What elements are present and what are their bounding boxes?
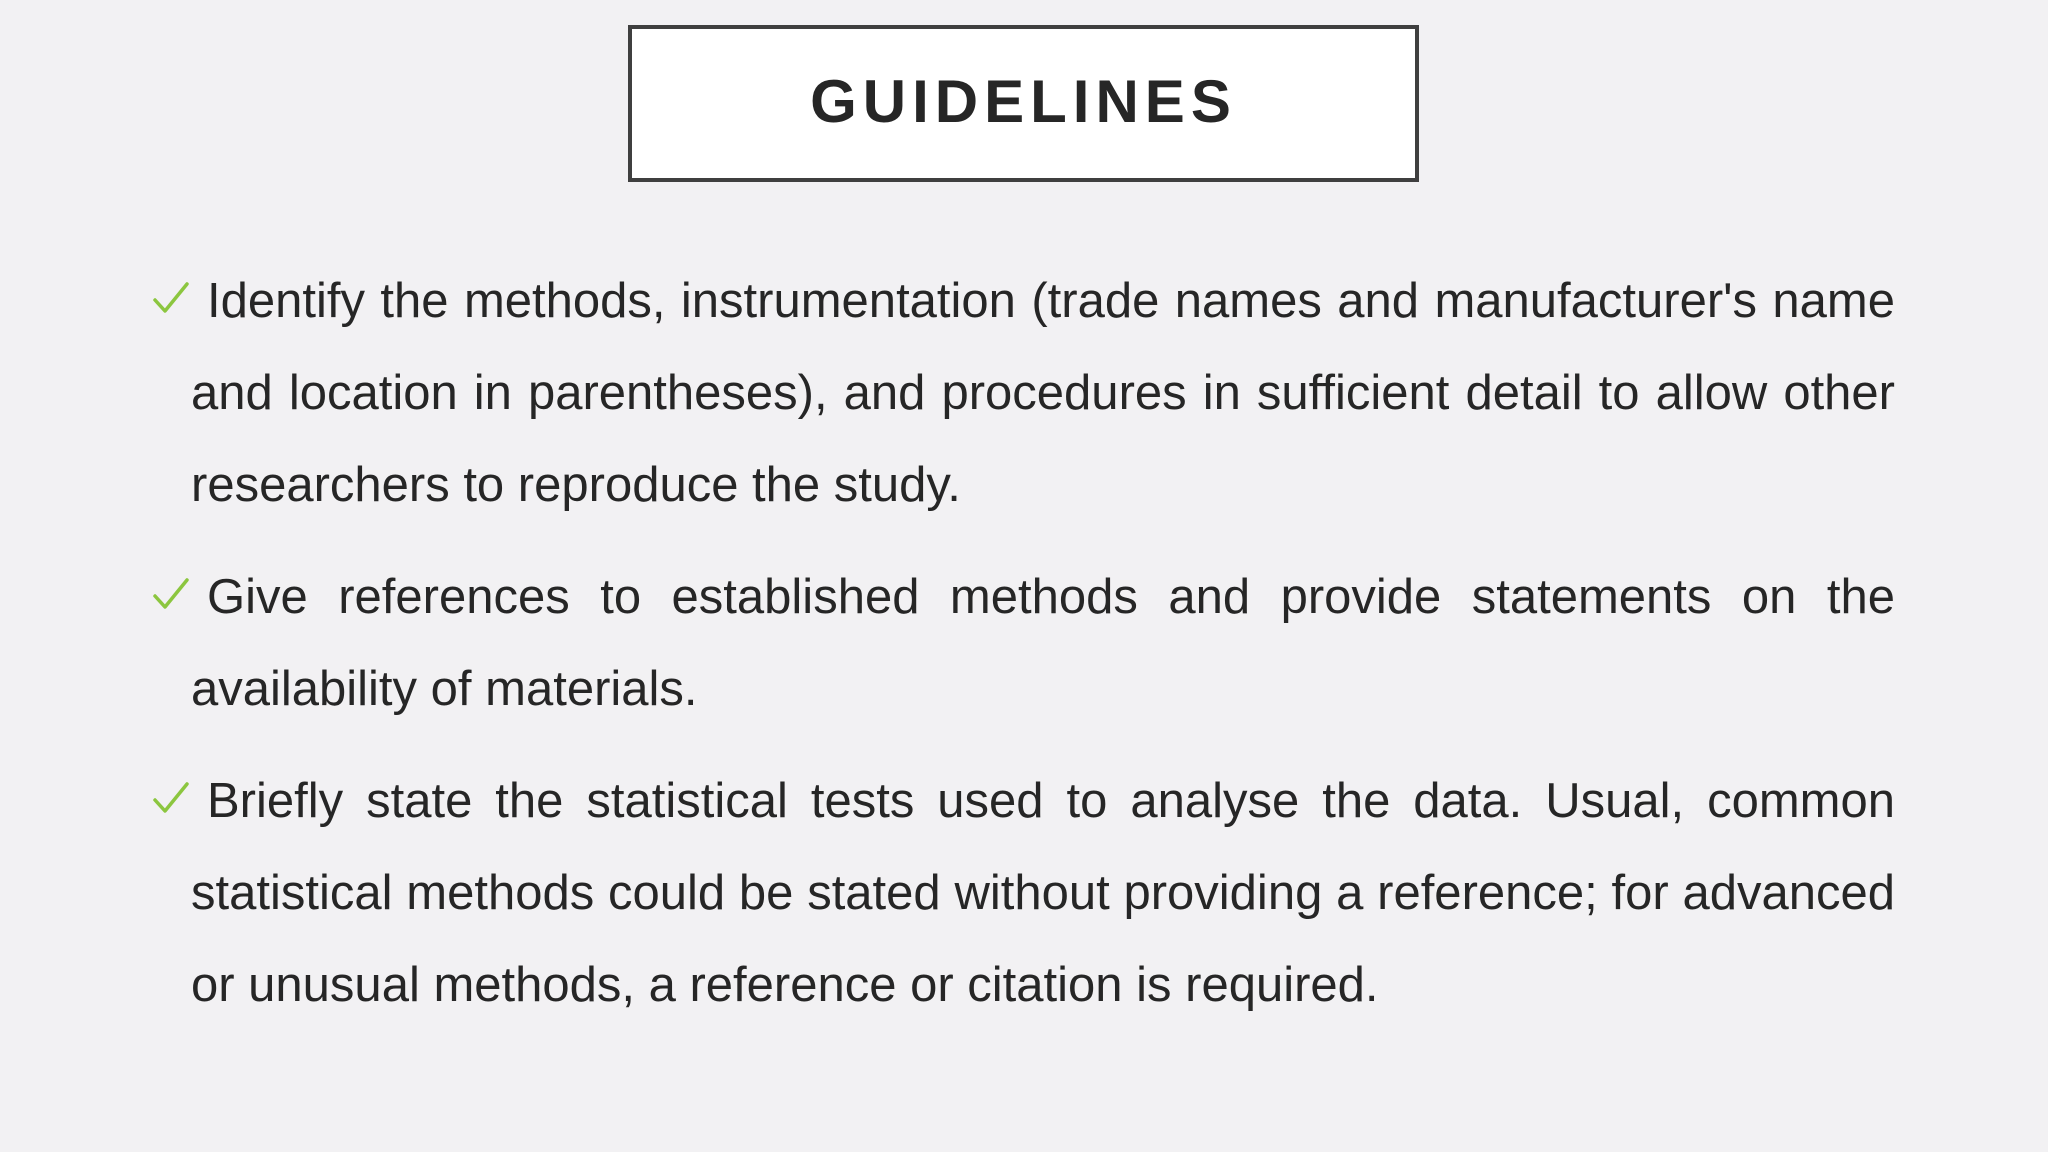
- bullet-text: Identify the methods, instrumentation (trade names and manufacturer's name and location in parentheses), and procedures in sufficient detail to allow other researchers to reproduce the study.: [191, 274, 1895, 512]
- bullet-list: [152, 255, 1895, 1051]
- bullet-item: [152, 551, 1895, 735]
- check-icon: [152, 778, 190, 818]
- check-icon: [152, 278, 190, 318]
- slide-title: GUIDELINES: [810, 68, 1237, 135]
- bullet-text: Briefly state the statistical tests used to analyse the data. Usual, common statistical methods could be stated without providing a reference; for advanced or unusual methods, a reference or citation is required.: [191, 774, 1895, 1012]
- bullet-text: Give references to established methods and provide statements on the availability of materials.: [191, 570, 1895, 716]
- title-box: [628, 25, 1419, 182]
- check-icon: [152, 574, 190, 614]
- bullet-item: [152, 755, 1895, 1031]
- bullet-item: [152, 255, 1895, 531]
